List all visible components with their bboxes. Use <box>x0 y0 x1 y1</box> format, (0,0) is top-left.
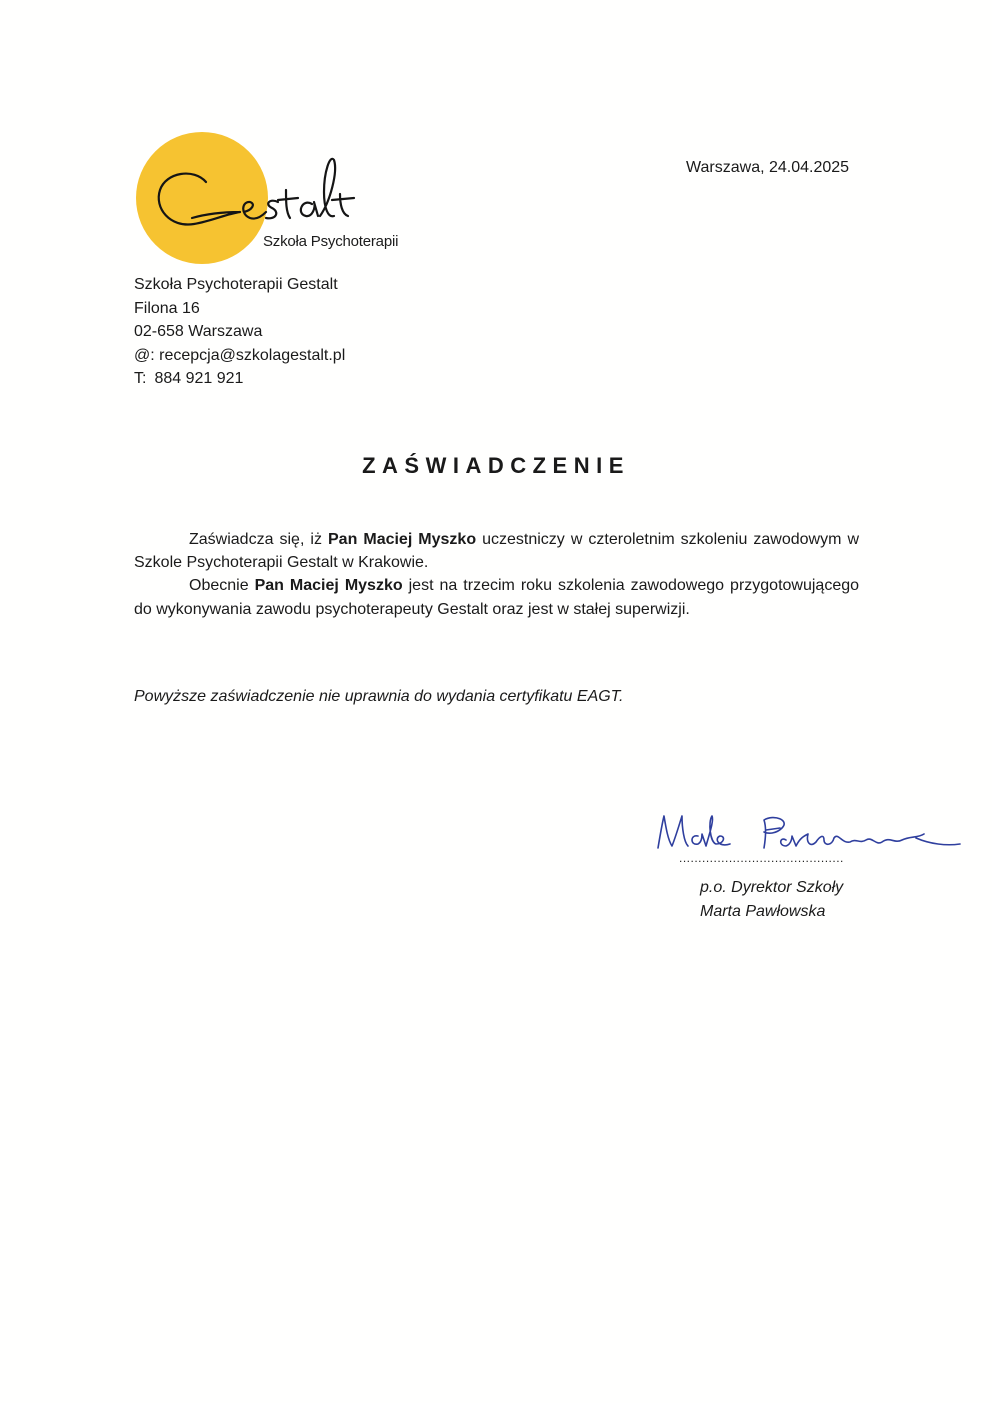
participant-name: Pan Maciej Myszko <box>328 531 477 548</box>
document-date: Warszawa, 24.04.2025 <box>686 159 850 176</box>
paragraph-2-rest: jest na trzecim roku szkolenia zawodowego przygotowującego do wykonywania zawodu psychoterapeuty Gestalt oraz jest w stałej superwizji. <box>134 577 860 618</box>
school-logo <box>136 132 436 262</box>
signature-line: ........................................... <box>679 851 844 865</box>
paragraph-1 <box>134 528 859 574</box>
disclaimer-note: Powyższe zaświadczenie nie uprawnia do wydania certyfikatu EAGT. <box>134 688 624 705</box>
document-title: ZAŚWIADCZENIE <box>362 453 630 478</box>
address-email-line <box>134 344 345 368</box>
email-link[interactable]: recepcja@szkolagestalt.pl <box>159 346 346 364</box>
certificate-body <box>134 528 859 621</box>
address-phone-line <box>134 367 345 391</box>
logo-circle <box>136 132 268 264</box>
paragraph-2-intro: Obecnie <box>189 577 255 595</box>
participant-name: Pan Maciej Myszko <box>254 577 403 595</box>
phone-label: T: <box>134 370 147 387</box>
signatory-name: Marta Pawłowska <box>700 903 826 920</box>
paragraph-2 <box>134 574 859 620</box>
paragraph-1-rest: uczestniczy w czteroletnim szkoleniu zawodowym w Szkole Psychoterapii Gestalt w Krakowie. <box>134 531 859 572</box>
signatory-role: p.o. Dyrektor Szkoły <box>700 879 844 896</box>
logo-subtitle: Szkoła Psychoterapii <box>263 233 399 250</box>
sender-address <box>134 273 345 391</box>
address-city: 02-658 Warszawa <box>134 323 263 340</box>
phone-number: 884 921 921 <box>154 370 244 387</box>
email-label: @: <box>134 346 155 364</box>
paragraph-1-intro: Zaświadcza się, iż <box>189 531 328 548</box>
address-name: Szkoła Psychoterapii Gestalt <box>134 276 338 293</box>
address-street: Filona 16 <box>134 299 200 317</box>
signatory-block <box>700 876 843 924</box>
